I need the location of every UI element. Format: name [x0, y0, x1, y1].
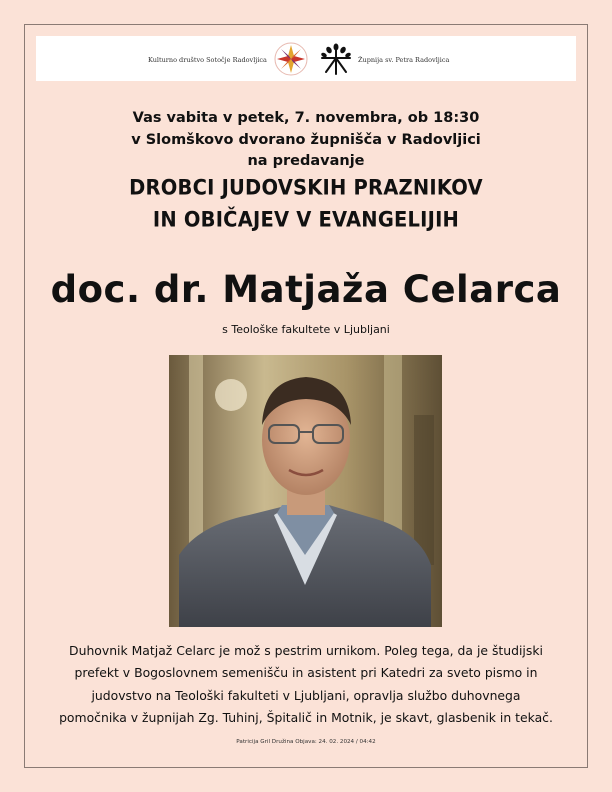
publication-credit: Patricija Gril Družina Objava: 24. 02. 2024 / 04:42: [236, 739, 376, 745]
star-cross-logo-icon: [273, 41, 309, 77]
lecture-title-line-2: IN OBIČAJEV V EVANGELIJIH: [152, 207, 460, 232]
org-left-name: Kulturno društvo Sotočje Radovljica: [148, 56, 267, 64]
invitation-line-3: na predavanje: [247, 153, 365, 169]
speaker-name: doc. dr. Matjaža Celarca: [50, 268, 562, 311]
bio-line: pomočnika v župnijah Zg. Tuhinj, Špitalič in Motnik, je skavt, glasbenik in tekač.: [59, 709, 553, 725]
wheat-sheaf-logo-icon: [318, 42, 354, 76]
bio-line: prefekt v Bogoslovnem semenišču in asistent pri Katedri za sveto pismo in: [74, 665, 538, 681]
invitation-line-2: v Slomškovo dvorano župnišča v Radovljici: [131, 132, 481, 148]
org-right-name: Župnija sv. Petra Radovljica: [358, 56, 450, 64]
speaker-biography: [24, 640, 588, 729]
lecture-title-line-1: DROBCI JUDOVSKIH PRAZNIKOV: [129, 175, 483, 200]
invitation-line-1: Vas vabita v petek, 7. novembra, ob 18:30: [132, 110, 480, 126]
speaker-affiliation: s Teološke fakultete v Ljubljani: [222, 323, 390, 336]
header-banner: [36, 36, 576, 81]
speaker-photo: [169, 355, 442, 627]
bio-line: judovstvo na Teološki fakulteti v Ljubljani, opravlja službo duhovnega: [91, 687, 521, 703]
bio-line: Duhovnik Matjaž Celarc je mož s pestrim urnikom. Poleg tega, da je študijski: [69, 643, 543, 658]
